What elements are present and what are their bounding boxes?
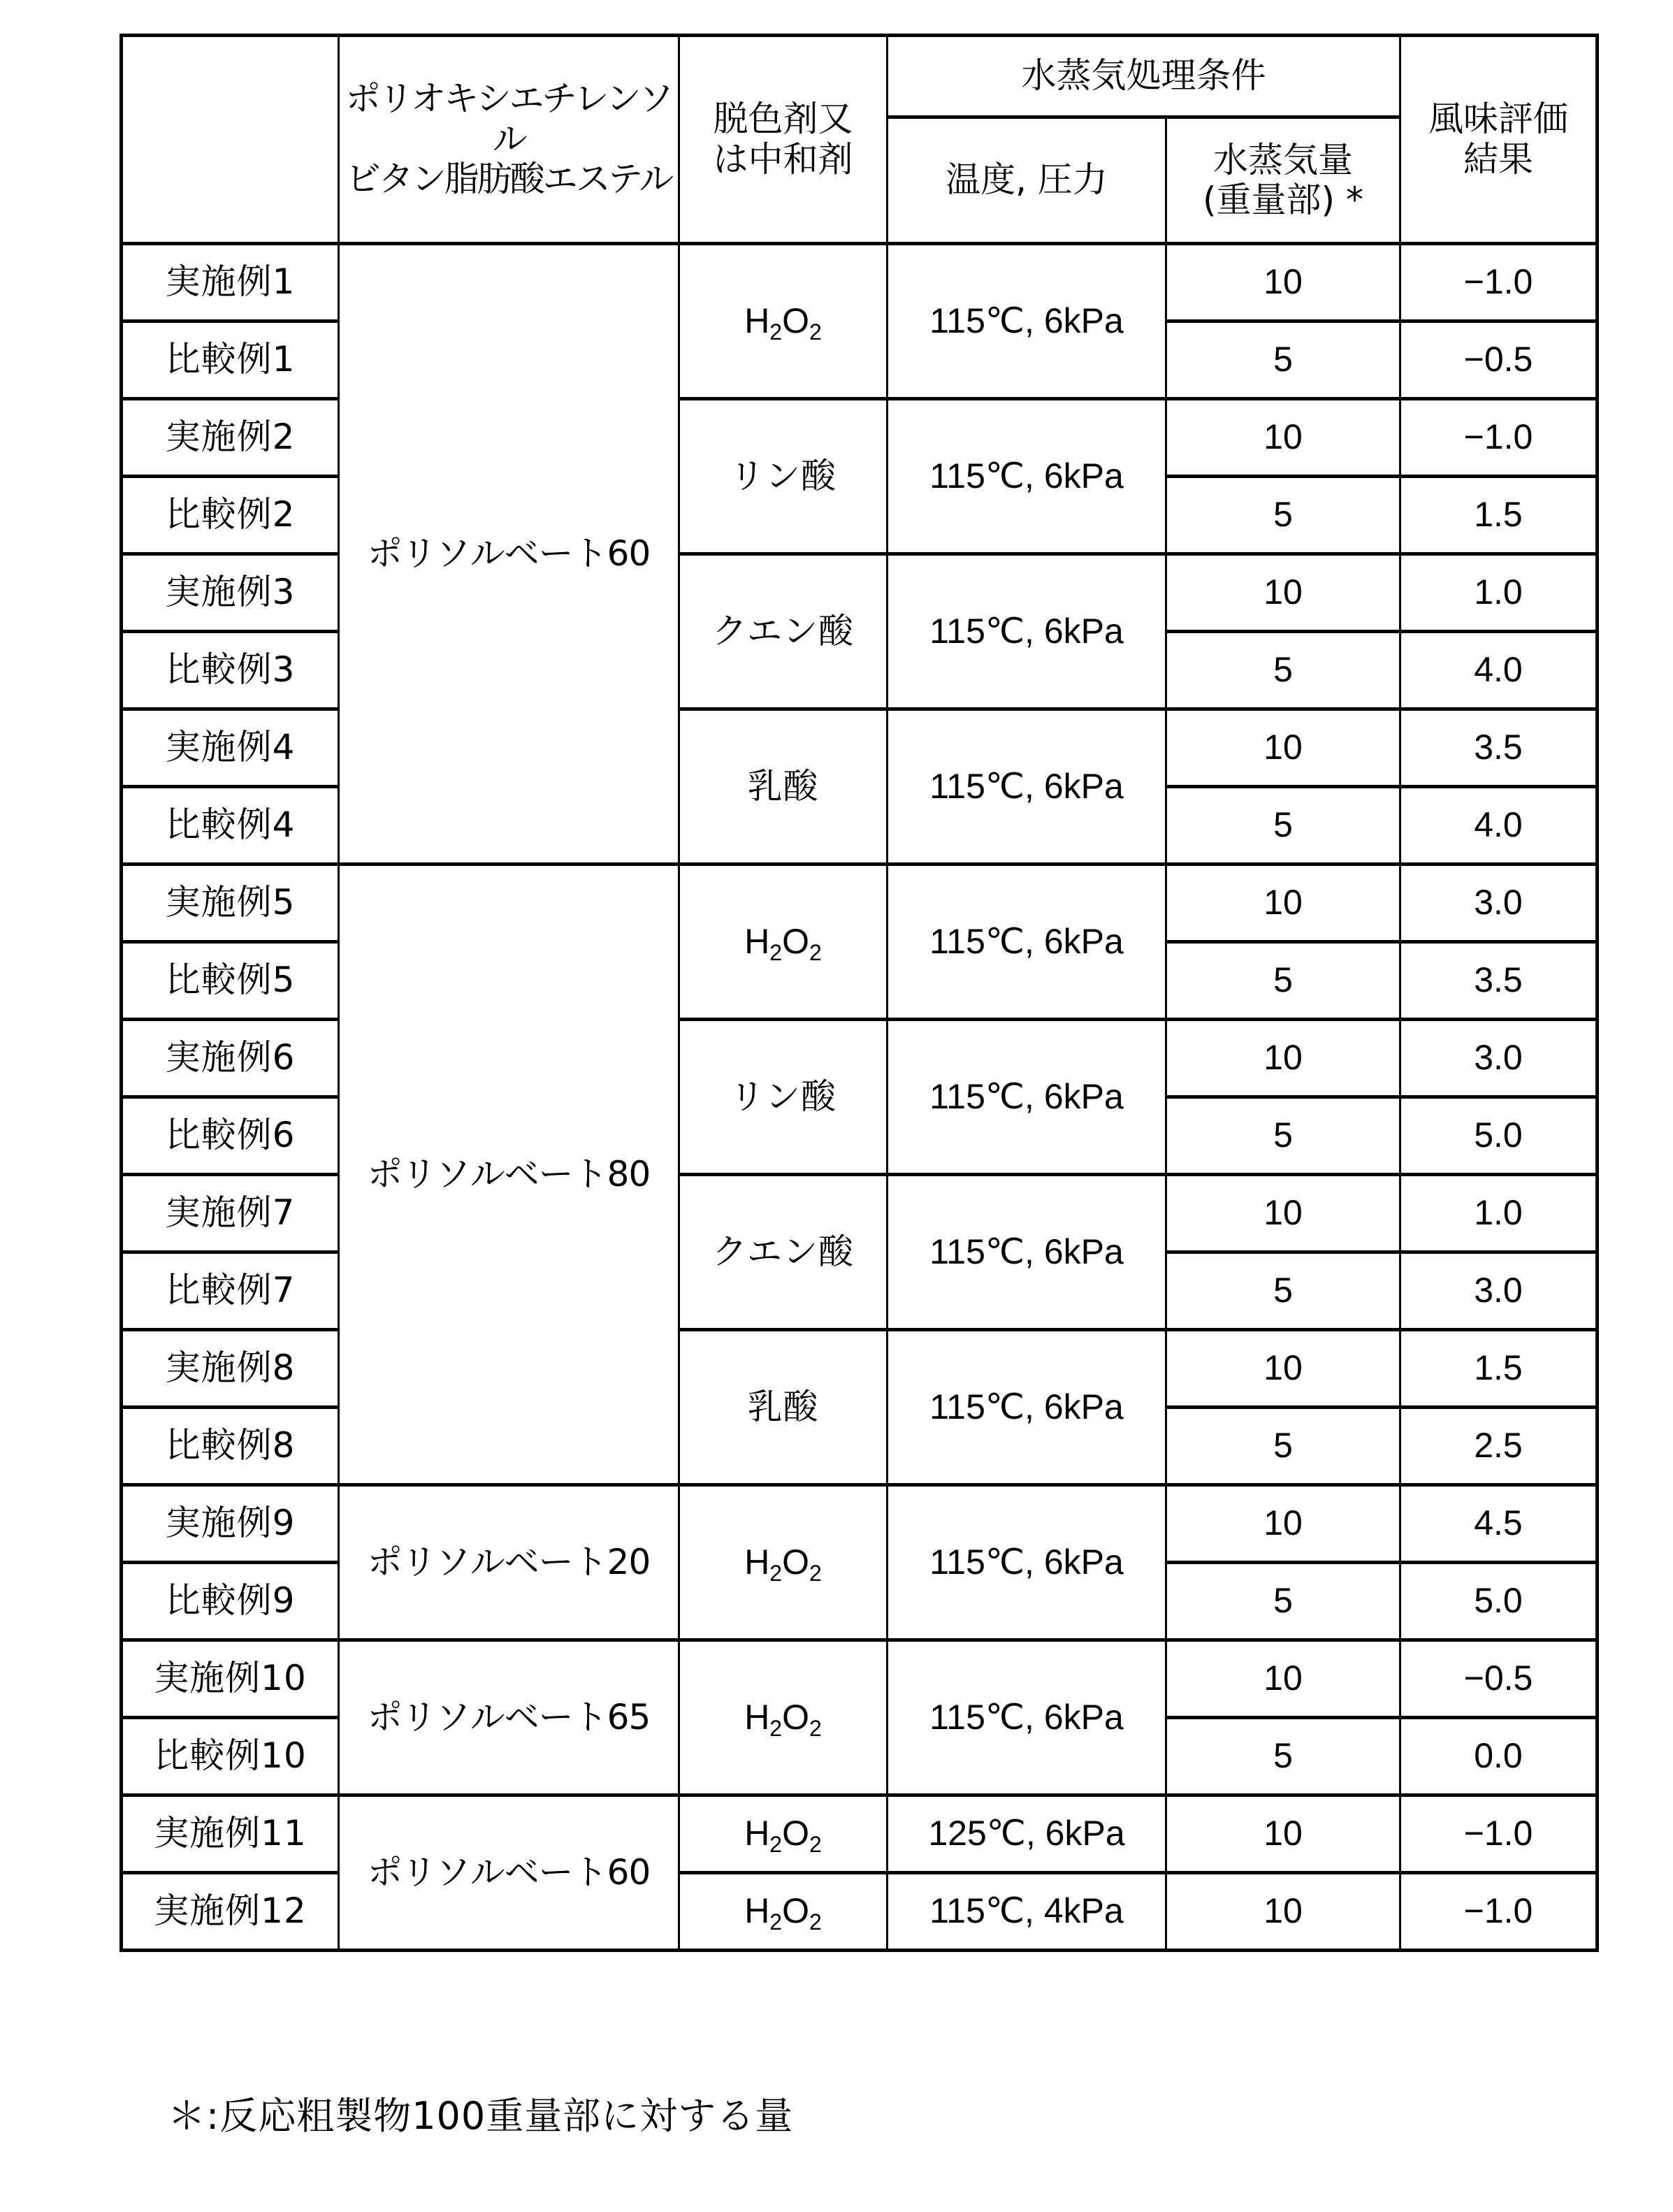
flavor-cell: −0.5 [1400, 321, 1598, 399]
condition-cell: 115℃, 6kPa [888, 244, 1166, 399]
flavor-cell: 1.5 [1400, 1330, 1598, 1408]
steam-amount-cell: 5 [1166, 942, 1400, 1020]
steam-amount-cell: 10 [1166, 865, 1400, 942]
flavor-cell: 1.0 [1400, 554, 1598, 632]
condition-cell: 115℃, 6kPa [888, 865, 1166, 1020]
example-label: 実施例1 [122, 244, 339, 321]
condition-cell: 115℃, 6kPa [888, 1175, 1166, 1330]
steam-amount-cell: 5 [1166, 1097, 1400, 1175]
example-label: 比較例3 [122, 632, 339, 709]
example-label: 実施例11 [122, 1795, 339, 1873]
example-label: 実施例7 [122, 1175, 339, 1252]
agent-cell: 乳酸 [679, 1330, 888, 1485]
flavor-cell: 3.5 [1400, 709, 1598, 787]
results-table [120, 34, 1599, 1952]
example-label: 実施例12 [122, 1873, 339, 1951]
agent-cell: $H_2O_2$ [679, 1640, 888, 1795]
condition-cell: 115℃, 6kPa [888, 554, 1166, 709]
flavor-cell: 3.5 [1400, 942, 1598, 1020]
header-steam-amount-line1: 水蒸気量 [1213, 139, 1353, 180]
surfactant-cell: ポリソルベート60 [339, 244, 679, 865]
condition-cell: 115℃, 6kPa [888, 1020, 1166, 1175]
condition-cell: 115℃, 6kPa [888, 1330, 1166, 1485]
example-label: 比較例2 [122, 477, 339, 554]
example-label: 実施例3 [122, 554, 339, 632]
agent-cell: $H_2O_2$ [679, 1795, 888, 1873]
example-label: 比較例6 [122, 1097, 339, 1175]
steam-amount-cell: 5 [1166, 1252, 1400, 1330]
header-steam-amount [1166, 117, 1400, 244]
agent-cell: クエン酸 [679, 554, 888, 709]
table-row [122, 1485, 1598, 1563]
condition-cell: 115℃, 4kPa [888, 1873, 1166, 1951]
header-flavor-line2: 結果 [1463, 138, 1533, 180]
header-flavor-line1: 風味評価 [1428, 99, 1568, 139]
surfactant-cell: ポリソルベート65 [339, 1640, 679, 1795]
flavor-cell: 4.0 [1400, 632, 1598, 709]
header-surfactant-line2: ビタン脂肪酸エステル [345, 159, 672, 200]
flavor-cell: −1.0 [1400, 399, 1598, 477]
steam-amount-cell: 5 [1166, 1718, 1400, 1795]
header-agent [679, 36, 888, 244]
agent-cell: クエン酸 [679, 1175, 888, 1330]
surfactant-cell: ポリソルベート60 [339, 1795, 679, 1951]
agent-cell: $H_2O_2$ [679, 865, 888, 1020]
header-example [122, 36, 339, 244]
agent-cell: $H_2O_2$ [679, 244, 888, 399]
flavor-cell: 3.0 [1400, 865, 1598, 942]
steam-amount-cell: 5 [1166, 632, 1400, 709]
example-label: 比較例1 [122, 321, 339, 399]
header-steam-conditions: 水蒸気処理条件 [888, 36, 1400, 117]
agent-cell: $H_2O_2$ [679, 1485, 888, 1640]
steam-amount-cell: 5 [1166, 1408, 1400, 1485]
example-label: 比較例10 [122, 1718, 339, 1795]
condition-cell: 115℃, 6kPa [888, 709, 1166, 865]
flavor-cell: −1.0 [1400, 244, 1598, 321]
flavor-cell: 1.0 [1400, 1175, 1598, 1252]
condition-cell: 125℃, 6kPa [888, 1795, 1166, 1873]
condition-cell: 115℃, 6kPa [888, 1485, 1166, 1640]
example-label: 実施例5 [122, 865, 339, 942]
agent-cell: $H_2O_2$ [679, 1873, 888, 1951]
table-row [122, 865, 1598, 942]
steam-amount-cell: 10 [1166, 1795, 1400, 1873]
agent-cell: リン酸 [679, 399, 888, 554]
steam-amount-cell: 5 [1166, 321, 1400, 399]
header-surfactant-line1: ポリオキシエチレンソル [345, 78, 672, 159]
header-steam-amount-line2: (重量部) * [1203, 180, 1363, 220]
flavor-cell: 3.0 [1400, 1252, 1598, 1330]
example-label: 比較例4 [122, 787, 339, 865]
condition-cell: 115℃, 6kPa [888, 1640, 1166, 1795]
agent-cell: 乳酸 [679, 709, 888, 865]
header-agent-line2: は中和剤 [713, 138, 853, 180]
header-temp-pressure: 温度, 圧力 [888, 117, 1166, 244]
table-row [122, 1795, 1598, 1873]
header-agent-line1: 脱色剤又 [713, 99, 853, 139]
flavor-cell: 2.5 [1400, 1408, 1598, 1485]
steam-amount-cell: 10 [1166, 1330, 1400, 1408]
steam-amount-cell: 5 [1166, 1563, 1400, 1640]
flavor-cell: 4.5 [1400, 1485, 1598, 1563]
example-label: 実施例8 [122, 1330, 339, 1408]
flavor-cell: 1.5 [1400, 477, 1598, 554]
steam-amount-cell: 5 [1166, 477, 1400, 554]
flavor-cell: −0.5 [1400, 1640, 1598, 1718]
steam-amount-cell: 10 [1166, 244, 1400, 321]
header-surfactant [339, 36, 679, 244]
surfactant-cell: ポリソルベート20 [339, 1485, 679, 1640]
steam-amount-cell: 10 [1166, 1873, 1400, 1951]
steam-amount-cell: 5 [1166, 787, 1400, 865]
example-label: 比較例9 [122, 1563, 339, 1640]
flavor-cell: 0.0 [1400, 1718, 1598, 1795]
agent-cell: リン酸 [679, 1020, 888, 1175]
header-flavor [1400, 36, 1598, 244]
example-label: 実施例9 [122, 1485, 339, 1563]
steam-amount-cell: 10 [1166, 709, 1400, 787]
table-row [122, 244, 1598, 321]
example-label: 実施例2 [122, 399, 339, 477]
example-label: 実施例4 [122, 709, 339, 787]
steam-amount-cell: 10 [1166, 1640, 1400, 1718]
footnote: ＊:反応粗製物100重量部に対する量 [168, 2094, 794, 2138]
example-label: 実施例6 [122, 1020, 339, 1097]
example-label: 比較例8 [122, 1408, 339, 1485]
steam-amount-cell: 10 [1166, 554, 1400, 632]
steam-amount-cell: 10 [1166, 1020, 1400, 1097]
flavor-cell: −1.0 [1400, 1795, 1598, 1873]
steam-amount-cell: 10 [1166, 1485, 1400, 1563]
example-label: 比較例7 [122, 1252, 339, 1330]
example-label: 比較例5 [122, 942, 339, 1020]
flavor-cell: 5.0 [1400, 1563, 1598, 1640]
flavor-cell: 5.0 [1400, 1097, 1598, 1175]
flavor-cell: 3.0 [1400, 1020, 1598, 1097]
condition-cell: 115℃, 6kPa [888, 399, 1166, 554]
surfactant-cell: ポリソルベート80 [339, 865, 679, 1485]
steam-amount-cell: 10 [1166, 399, 1400, 477]
steam-amount-cell: 10 [1166, 1175, 1400, 1252]
flavor-cell: 4.0 [1400, 787, 1598, 865]
table-row [122, 1640, 1598, 1718]
example-label: 実施例10 [122, 1640, 339, 1718]
flavor-cell: −1.0 [1400, 1873, 1598, 1951]
